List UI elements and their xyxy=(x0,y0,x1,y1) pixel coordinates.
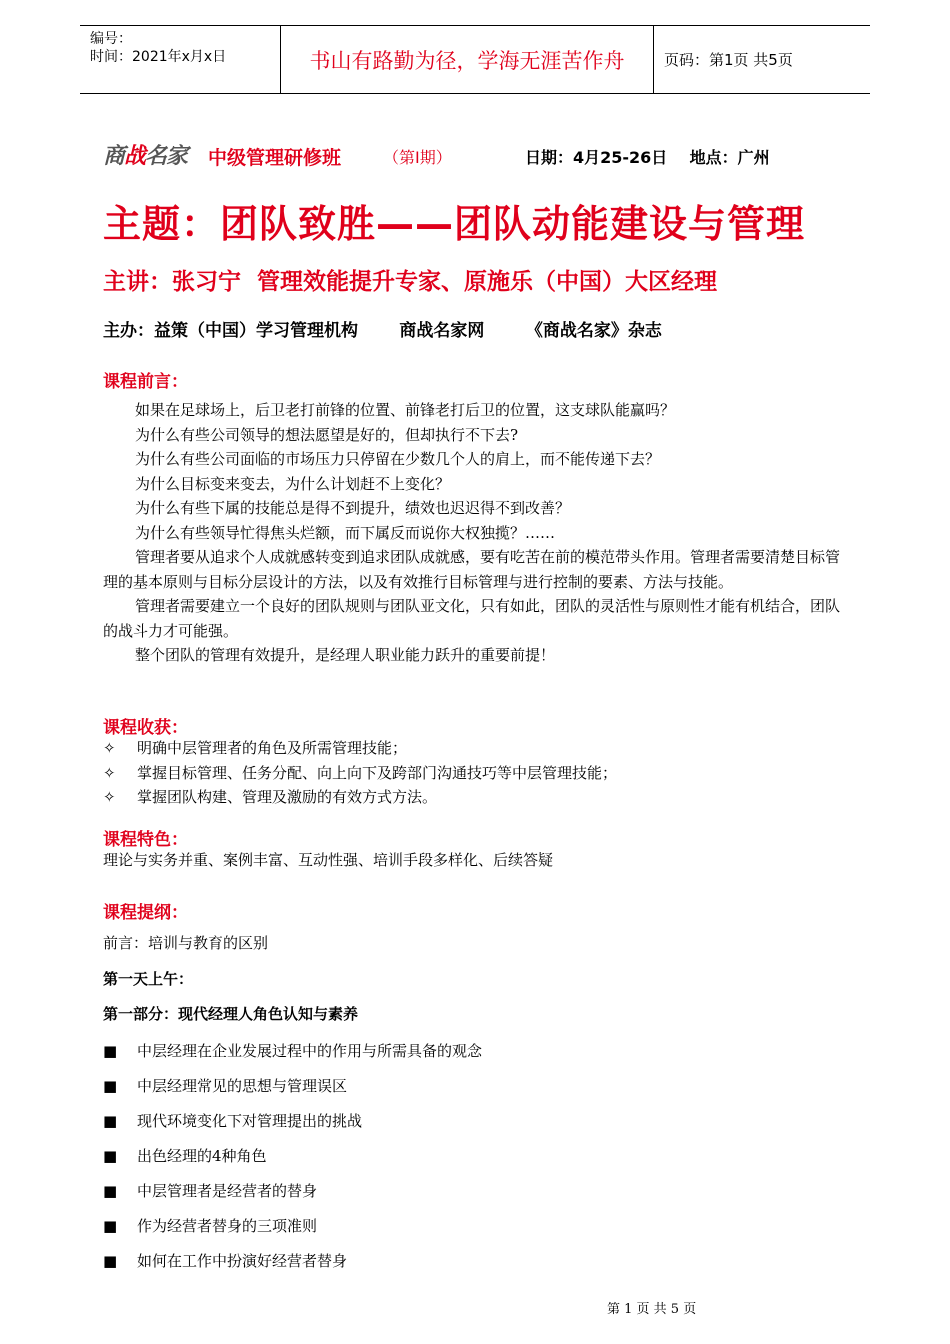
preface-paragraph: 管理者需要建立一个良好的团队规则与团队亚文化，只有如此，团队的灵活性与原则性才能有机结合，团队的战斗力才可能强。 xyxy=(103,597,841,640)
square-bullet-icon: ■ xyxy=(103,1217,118,1235)
course-period: （第Ⅰ期） xyxy=(383,148,452,167)
list-item: ✧ 掌握团队构建、管理及激励的有效方式方法。 xyxy=(103,785,848,810)
organizer-line: 主办：益策（中国）学习管理机构 商战名家网 《商战名家》杂志 xyxy=(103,321,662,341)
features-text: 理论与实务并重、案例丰富、互动性强、培训手段多样化、后续答疑 xyxy=(103,851,554,869)
date-location: 日期：4月25-26日 地点：广州 xyxy=(525,148,770,167)
preface-line: 为什么目标变来变去，为什么计划赶不上变化？ xyxy=(135,474,451,493)
features-heading: 课程特色： xyxy=(103,830,188,850)
list-item: ■ 作为经营者替身的三项准则 xyxy=(103,1209,848,1244)
diamond-bullet-icon: ✧ xyxy=(103,788,116,806)
preface-heading: 课程前言： xyxy=(103,372,188,392)
header-motto: 书山有路勤为径，学海无涯苦作舟 xyxy=(280,26,654,93)
list-item: ■ 现代环境变化下对管理提出的挑战 xyxy=(103,1104,848,1139)
list-item: ■ 中层管理者是经营者的替身 xyxy=(103,1174,848,1209)
preface-paragraph: 整个团队的管理有效提升，是经理人职业能力跃升的重要前提！ xyxy=(135,646,556,664)
list-item: ✧ 明确中层管理者的角色及所需管理技能； xyxy=(103,736,848,761)
header-page-info: 页码：第1页 共5页 xyxy=(664,51,793,69)
list-item: ■ 出色经理的4种角色 xyxy=(103,1139,848,1174)
gains-list xyxy=(103,736,848,810)
list-item: ■ 中层经理在企业发展过程中的作用与所需具备的观念 xyxy=(103,1034,848,1069)
page-footer: 第 1 页 共 5 页 xyxy=(607,1302,697,1317)
diamond-bullet-icon: ✧ xyxy=(103,739,116,757)
preface-line: 为什么有些公司领导的想法愿望是好的，但却执行不下去? xyxy=(135,425,519,444)
course-name: 中级管理研修班 xyxy=(208,147,342,169)
page-title: 主题：团队致胜——团队动能建设与管理 xyxy=(103,202,806,246)
square-bullet-icon: ■ xyxy=(103,1182,118,1200)
preface-line: 如果在足球场上，后卫老打前锋的位置、前锋老打后卫的位置，这支球队能赢吗？ xyxy=(135,401,676,419)
square-bullet-icon: ■ xyxy=(103,1252,118,1270)
square-bullet-icon: ■ xyxy=(103,1042,118,1060)
outline-intro: 前言：培训与教育的区别 xyxy=(103,934,269,952)
preface-paragraph: 管理者要从追求个人成就感转变到追求团队成就感，要有吃苦在前的模范带头作用。管理者需要清楚目标管理的基本原则与目标分层设计的方法，以及有效推行目标管理与进行控制的要素、方法与技能。 xyxy=(103,548,841,591)
diamond-bullet-icon: ✧ xyxy=(103,763,116,782)
time-label: 时间：2021年x月x日 xyxy=(90,49,227,65)
logo-text-1: 商 xyxy=(103,144,125,169)
outline-part: 第一部分：现代经理人角色认知与素养 xyxy=(103,1005,359,1023)
preface-body xyxy=(103,398,848,668)
preface-line: 为什么有些领导忙得焦头烂额，而下属反而说你大权独揽？…… xyxy=(135,523,556,542)
list-item: ■ 中层经理常见的思想与管理误区 xyxy=(103,1069,848,1104)
logo-text-2: 战 xyxy=(124,144,146,169)
square-bullet-icon: ■ xyxy=(103,1077,118,1095)
square-bullet-icon: ■ xyxy=(103,1112,118,1130)
speaker-line: 主讲：张习宁 管理效能提升专家、原施乐（中国）大区经理 xyxy=(103,269,718,295)
number-label: 编号： xyxy=(90,31,132,47)
gains-heading: 课程收获： xyxy=(103,718,188,738)
document-header xyxy=(80,25,870,94)
header-meta xyxy=(90,30,226,66)
logo-text-3: 名家 xyxy=(145,144,188,169)
list-item: ✧ 掌握目标管理、任务分配、向上向下及跨部门沟通技巧等中层管理技能； xyxy=(103,761,848,786)
brand-logo xyxy=(103,139,187,170)
outline-heading: 课程提纲： xyxy=(103,903,188,923)
square-bullet-icon: ■ xyxy=(103,1147,118,1165)
list-item: ■ 如何在工作中扮演好经营者替身 xyxy=(103,1244,848,1279)
outline-day: 第一天上午： xyxy=(103,970,194,988)
preface-line: 为什么有些下属的技能总是得不到提升，绩效也迟迟得不到改善？ xyxy=(135,499,571,517)
preface-line: 为什么有些公司面临的市场压力只停留在少数几个人的肩上，而不能传递下去？ xyxy=(135,450,661,468)
outline-list xyxy=(103,1034,848,1279)
